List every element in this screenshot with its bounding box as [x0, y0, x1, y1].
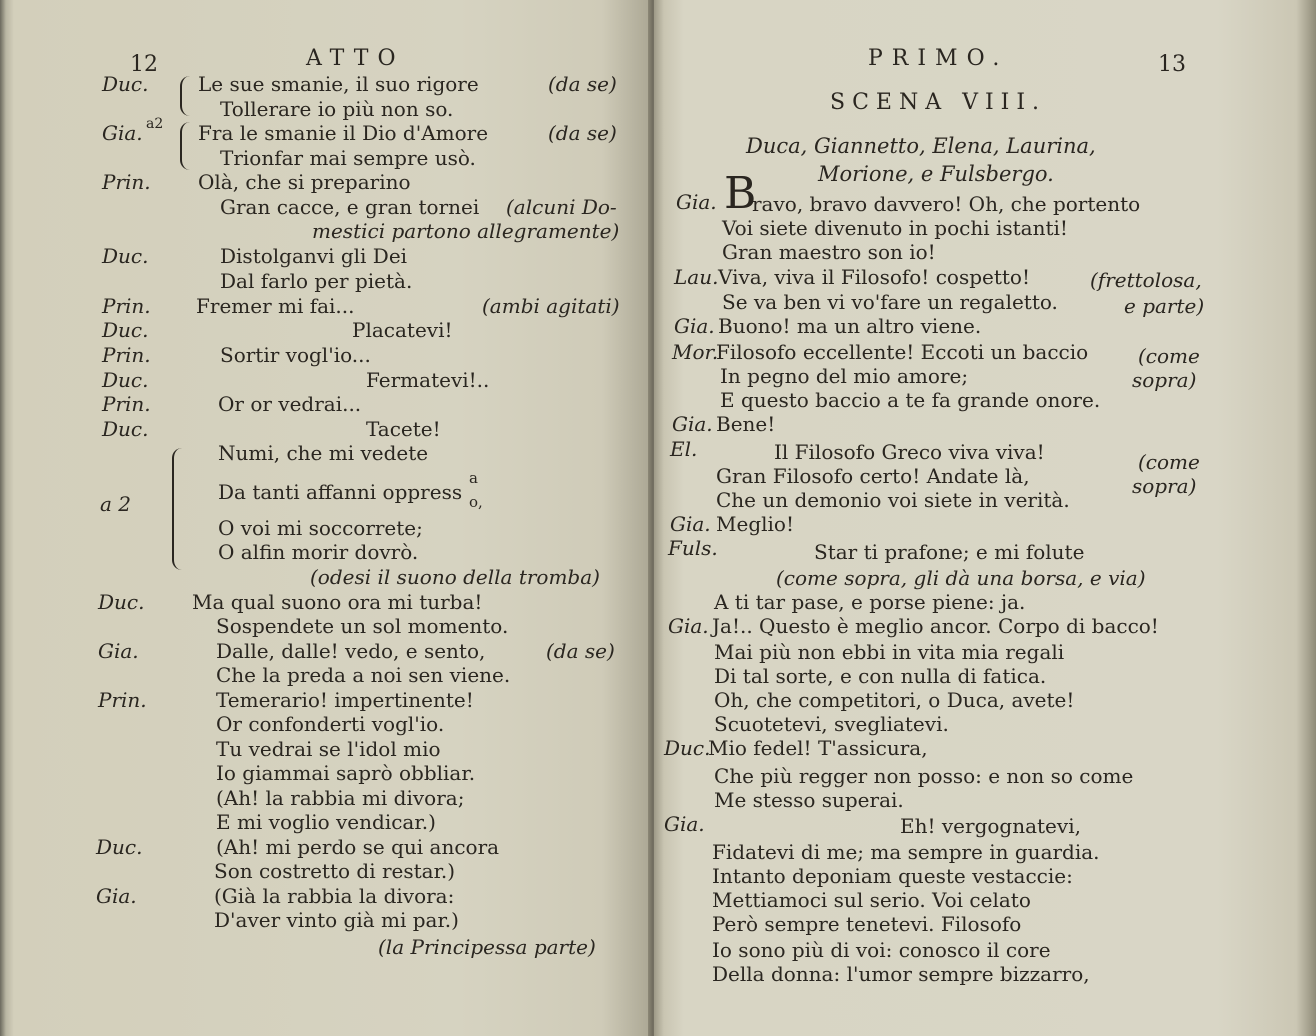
verse-line: Sospendete un sol momento. — [216, 614, 509, 638]
speaker: Prin. — [102, 343, 151, 367]
oppressa-o: o, — [469, 493, 483, 511]
verse-line: Che più regger non posso: e non so come — [714, 764, 1134, 788]
brace — [172, 448, 186, 570]
verse-line: Buono! ma un altro viene. — [718, 314, 982, 338]
a2-mark: a2 — [146, 116, 164, 132]
page-number: 13 — [1158, 52, 1186, 77]
speaker: Duc. — [102, 417, 149, 441]
speaker: Gia. — [668, 614, 709, 638]
cast-list: Duca, Giannetto, Elena, Laurina, — [746, 134, 1096, 158]
verse-line: (Ah! la rabbia mi divora; — [216, 786, 465, 810]
speaker: Prin. — [102, 294, 151, 318]
verse-line: Viva, viva il Filosofo! cospetto! — [718, 265, 1031, 289]
oppressa-a: a — [469, 469, 478, 487]
verse-line: Intanto deponiam queste vestaccie: — [712, 864, 1073, 888]
stage-direction: sopra) — [1132, 474, 1197, 498]
speaker: Duc. — [102, 72, 149, 96]
running-head: ATTO — [306, 46, 405, 71]
verse-line: Voi siete divenuto in pochi istanti! — [722, 216, 1068, 240]
verse-line: Però sempre tenetevi. Filosofo — [712, 912, 1022, 936]
verse-line: Placatevi! — [352, 318, 453, 342]
verse-line: O alfin morir dovrò. — [218, 540, 419, 564]
speaker: Gia. — [98, 639, 139, 663]
verse-line: Io giammai saprò obbliar. — [216, 761, 476, 785]
speaker: Gia. — [674, 314, 715, 338]
verse-line: Bene! — [716, 412, 776, 436]
verse-line: Trionfar mai sempre usò. — [220, 146, 476, 170]
verse-line: Filosofo eccellente! Eccoti un baccio — [716, 340, 1089, 364]
stage-direction: (da se) — [548, 72, 617, 96]
verse-line: E questo baccio a te fa grande onore. — [720, 388, 1101, 412]
verse-line: Da tanti affanni oppress — [218, 480, 463, 504]
speaker: Gia. — [672, 412, 713, 436]
verse-line: Gran Filosofo certo! Andate là, — [716, 464, 1030, 488]
verse-line: Il Filosofo Greco viva viva! — [774, 440, 1045, 464]
speaker: Lau. — [674, 265, 719, 289]
verse-line: Di tal sorte, e con nulla di fatica. — [714, 664, 1047, 688]
verse-line: Della donna: l'umor sempre bizzarro, — [712, 962, 1090, 986]
stage-direction: (come sopra, gli dà una borsa, e via) — [776, 566, 1146, 590]
stage-direction: sopra) — [1132, 368, 1197, 392]
page-number: 12 — [130, 52, 158, 77]
speaker: Prin. — [102, 170, 151, 194]
speaker: Prin. — [102, 392, 151, 416]
stage-direction: (come — [1138, 450, 1200, 474]
stage-direction: (come — [1138, 344, 1200, 368]
speaker: Duc. — [664, 736, 711, 760]
verse-line: Olà, che si preparino — [198, 170, 411, 194]
verse-line: Or confonderti vogl'io. — [216, 712, 445, 736]
speaker: a 2 — [100, 492, 132, 516]
verse-line: Oh, che competitori, o Duca, avete! — [714, 688, 1075, 712]
speaker: Gia. — [664, 812, 705, 836]
speaker: Duc. — [102, 318, 149, 342]
brace — [180, 76, 192, 116]
verse-line: Mai più non ebbi in vita mia regali — [714, 640, 1065, 664]
verse-line: Mettiamoci sul serio. Voi celato — [712, 888, 1031, 912]
verse-line: Io sono più di voi: conosco il core — [712, 938, 1051, 962]
verse-line: E mi voglio vendicar.) — [216, 810, 436, 834]
speaker: Gia. — [676, 190, 717, 214]
speaker: Duc. — [96, 835, 143, 859]
verse-line: (Già la rabbia la divora: — [214, 884, 455, 908]
verse-line: Ja!.. Questo è meglio ancor. Corpo di bacco! — [712, 614, 1159, 638]
verse-line: Fra le smanie il Dio d'Amore — [198, 121, 489, 145]
speaker: Duc. — [98, 590, 145, 614]
speaker: El. — [670, 437, 698, 461]
verse-line: Se va ben vi vo'fare un regaletto. — [722, 290, 1058, 314]
verse-line: Scuotetevi, svegliatevi. — [714, 712, 949, 736]
verse-line: In pegno del mio amore; — [720, 364, 969, 388]
stage-direction: (da se) — [548, 121, 617, 145]
verse-line: Gran cacce, e gran tornei — [220, 195, 480, 219]
verse-line: Tu vedrai se l'idol mio — [216, 737, 441, 761]
cast-list: Morione, e Fulsbergo. — [818, 162, 1054, 186]
speaker: Gia. — [670, 512, 711, 536]
verse-line: Ma qual suono ora mi turba! — [192, 590, 483, 614]
verse-line: (Ah! mi perdo se qui ancora — [216, 835, 500, 859]
verse-line: Distolganvi gli Dei — [220, 244, 408, 268]
verse-line: D'aver vinto già mi par.) — [214, 908, 459, 932]
left-page — [0, 0, 654, 1036]
verse-line: Son costretto di restar.) — [214, 859, 456, 883]
verse-line: Mio fedel! T'assicura, — [708, 736, 928, 760]
stage-direction: (da se) — [546, 639, 615, 663]
stage-direction: (la Principessa parte) — [378, 935, 596, 959]
verse-line: Che la preda a noi sen viene. — [216, 663, 511, 687]
verse-line: Fidatevi di me; ma sempre in guardia. — [712, 840, 1100, 864]
right-page — [654, 0, 1316, 1036]
verse-line: Eh! vergognatevi, — [900, 814, 1081, 838]
verse-line: Tollerare io più non so. — [220, 97, 454, 121]
speaker: Prin. — [98, 688, 147, 712]
stage-direction: (frettolosa, — [1090, 268, 1202, 292]
verse-line: Me stesso superai. — [714, 788, 904, 812]
speaker: Gia. — [96, 884, 137, 908]
verse-line: Meglio! — [716, 512, 794, 536]
verse-line: A ti tar pase, e porse piene: ja. — [714, 590, 1026, 614]
speaker: Fuls. — [668, 536, 718, 560]
speaker: Mor. — [672, 340, 719, 364]
verse-line: Sortir vogl'io... — [220, 343, 371, 367]
scene-title: SCENA VIII. — [830, 90, 1047, 115]
verse-line: Dalle, dalle! vedo, e sento, — [216, 639, 486, 663]
verse-line: Star ti prafone; e mi folute — [814, 540, 1085, 564]
verse-line: Tacete! — [366, 417, 441, 441]
speaker: Gia. — [102, 121, 143, 145]
verse-line: Che un demonio voi siete in verità. — [716, 488, 1070, 512]
verse-line: Gran maestro son io! — [722, 240, 936, 264]
verse-line: O voi mi soccorrete; — [218, 516, 423, 540]
verse-line: ravo, bravo davvero! Oh, che portento — [752, 192, 1141, 216]
stage-direction: (alcuni Do- — [506, 195, 617, 219]
brace — [180, 122, 192, 170]
verse-line: Numi, che mi vedete — [218, 441, 429, 465]
stage-direction: e parte) — [1124, 294, 1205, 318]
speaker: Duc. — [102, 368, 149, 392]
speaker: Duc. — [102, 244, 149, 268]
stage-direction: (ambi agitati) — [482, 294, 620, 318]
stage-direction: (odesi il suono della tromba) — [310, 565, 600, 589]
verse-line: Dal farlo per pietà. — [220, 269, 413, 293]
running-head: PRIMO. — [868, 46, 1009, 71]
verse-line: Fremer mi fai... — [196, 294, 355, 318]
verse-line: Or or vedrai... — [218, 392, 362, 416]
drop-cap: B — [724, 168, 757, 219]
verse-line: Le sue smanie, il suo rigore — [198, 72, 479, 96]
stage-direction: mestici partono allegramente) — [312, 219, 620, 243]
verse-line: Temerario! impertinente! — [216, 688, 474, 712]
verse-line: Fermatevi!.. — [366, 368, 490, 392]
